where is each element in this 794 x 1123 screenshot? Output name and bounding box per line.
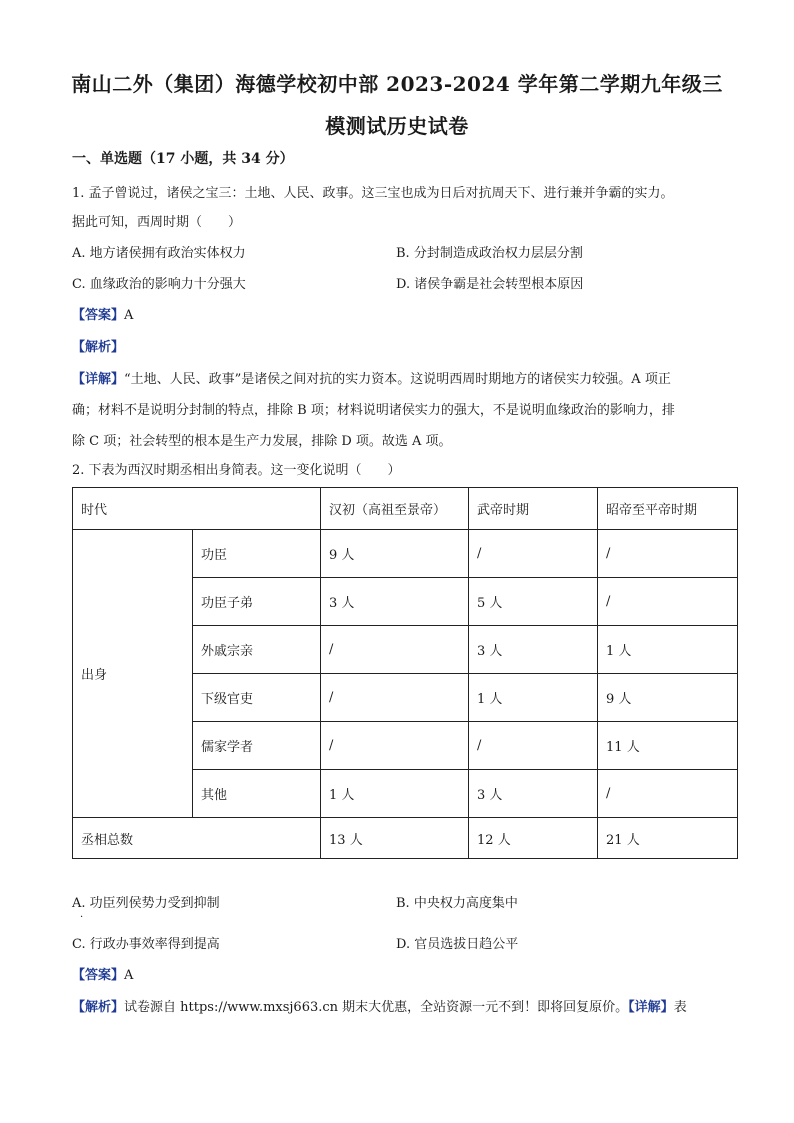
answer-tag: 【答案】 (72, 968, 125, 983)
cell: / (321, 674, 469, 722)
cell: 1 人 (321, 770, 469, 818)
q1-option-b: B. 分封制造成政治权力层层分割 (396, 246, 583, 261)
header-early-han: 汉初（高祖至景帝） (321, 488, 469, 530)
header-wudi: 武帝时期 (469, 488, 598, 530)
table-row (73, 530, 738, 578)
q2-answer (72, 965, 133, 987)
q2-stem: 2. 下表为西汉时期丞相出身简表。这一变化说明（ ） (72, 463, 401, 478)
q1-option-a: A. 地方诸侯拥有政治实体权力 (72, 246, 246, 261)
cell: 3 人 (469, 770, 598, 818)
q1-option-d: D. 诸侯争霸是社会转型根本原因 (396, 277, 584, 292)
header-zhao-ping: 昭帝至平帝时期 (598, 488, 738, 530)
cell: 3 人 (469, 626, 598, 674)
total-cell: 12 人 (469, 818, 598, 859)
table-total-row (73, 818, 738, 859)
row-label: 外戚宗亲 (193, 626, 321, 674)
q1-detail-line2: 确；材料不是说明分封制的特点，排除 B 项；材料说明诸侯实力的强大，不是说明血缘政治的影响力，排 (72, 403, 675, 418)
cell: / (321, 722, 469, 770)
q2-option-c: C. 行政办事效率得到提高 (72, 937, 220, 952)
cell: 5 人 (469, 578, 598, 626)
header-era: 时代 (73, 488, 321, 530)
cell: 1 人 (469, 674, 598, 722)
chancellor-origin-table (72, 487, 738, 859)
detail-tag: 【详解】 (72, 372, 125, 387)
q1-answer (72, 305, 133, 327)
source-footer: 试卷源自 https://www.mxsj663.cn 期末大优惠，全站资源一元不到！即将回复原价。 (124, 1000, 629, 1015)
q1-stem-line2: 据此可知，西周时期（ ） (72, 215, 242, 230)
row-label: 儒家学者 (193, 722, 321, 770)
q1-option-c: C. 血缘政治的影响力十分强大 (72, 277, 246, 292)
answer-value: A (124, 308, 134, 323)
exam-title-line2: 模测试历史试卷 (325, 114, 469, 138)
detail-text: “土地、人民、政事”是诸侯之间对抗的实力资本。这说明西周时期地方的诸侯实力较强。A 项正 (124, 372, 671, 387)
group-label: 出身 (73, 530, 193, 818)
q2-option-b: B. 中央权力高度集中 (396, 896, 518, 911)
row-label: 功臣子弟 (193, 578, 321, 626)
cell: 1 人 (598, 626, 738, 674)
cell: / (598, 770, 738, 818)
row-label: 其他 (193, 770, 321, 818)
cell: / (469, 530, 598, 578)
cell: 3 人 (321, 578, 469, 626)
row-label: 下级官吏 (193, 674, 321, 722)
cell: / (321, 626, 469, 674)
cell: / (598, 578, 738, 626)
cell: 9 人 (598, 674, 738, 722)
total-label: 丞相总数 (73, 818, 321, 859)
q1-stem-line1: 1. 孟子曾说过，诸侯之宝三：土地、人民、政事。这三宝也成为日后对抗周天下、进行兼并争霸的实力。 (72, 186, 674, 201)
q1-detail-line3: 除 C 项；社会转型的根本是生产力发展，排除 D 项。故选 A 项。 (72, 434, 452, 449)
table-header-row (73, 488, 738, 530)
q2-option-a: A. 功臣列侯势力受到抑制 (72, 896, 220, 911)
stray-mark: · (80, 912, 84, 923)
cell: / (469, 722, 598, 770)
total-cell: 21 人 (598, 818, 738, 859)
cell: 11 人 (598, 722, 738, 770)
q1-analysis-tag (72, 337, 124, 359)
total-cell: 13 人 (321, 818, 469, 859)
cell: / (598, 530, 738, 578)
q1-detail-line1 (72, 369, 671, 391)
answer-tag: 【答案】 (72, 308, 125, 323)
cell: 9 人 (321, 530, 469, 578)
detail-tag: 【详解】 (628, 1000, 674, 1015)
q2-option-d: D. 官员选拔日趋公平 (396, 937, 519, 952)
q2-analysis-line (72, 997, 687, 1019)
detail-start: 表 (673, 1000, 687, 1015)
analysis-tag: 【解析】 (72, 1000, 125, 1015)
analysis-tag: 【解析】 (72, 340, 125, 355)
exam-title-line1: 南山二外（集团）海德学校初中部 2023-2024 学年第二学期九年级三 (71, 72, 723, 96)
answer-value: A (124, 968, 134, 983)
section-heading: 一、单选题（17 小题，共 34 分） (72, 151, 294, 167)
row-label: 功臣 (193, 530, 321, 578)
